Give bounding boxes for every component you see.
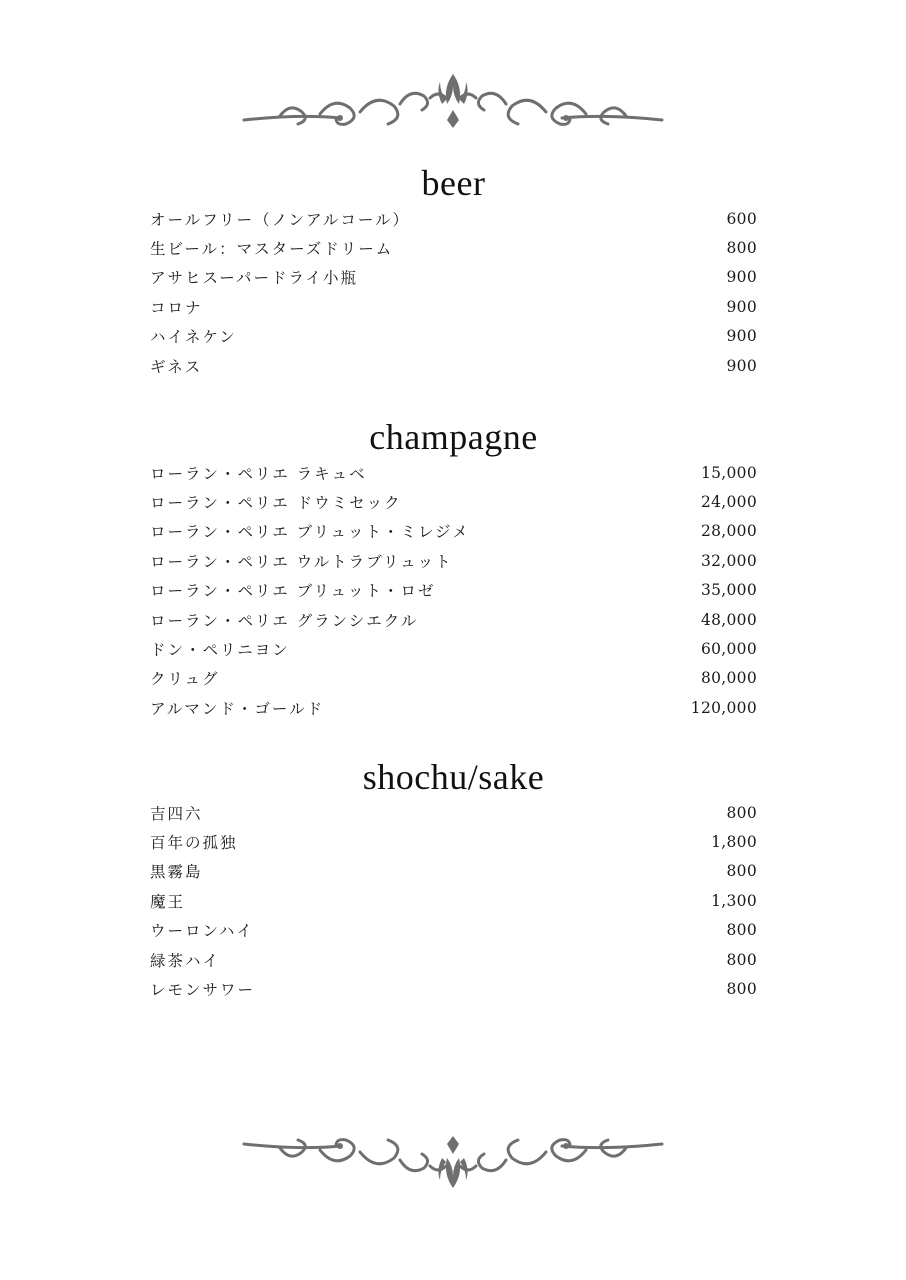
- section-title: beer: [421, 163, 486, 203]
- section-shochu-sake: [150, 756, 757, 1004]
- item-price: 35,000: [700, 581, 757, 600]
- item-price: 900: [726, 268, 757, 287]
- item-price: 600: [726, 209, 757, 228]
- menu-item: [150, 827, 757, 856]
- item-price: 800: [726, 921, 757, 940]
- item-name: ドン・ペリニヨン: [150, 641, 290, 660]
- item-price: 24,000: [700, 493, 757, 512]
- item-price: 800: [726, 803, 757, 822]
- item-price: 900: [726, 356, 757, 375]
- item-price: 15,000: [700, 463, 757, 482]
- flourish-ornament-icon: [240, 1126, 666, 1190]
- ornament-bottom: [240, 1126, 666, 1190]
- menu-item: [150, 664, 757, 693]
- section-title: shochu/sake: [362, 757, 545, 797]
- menu-item: [150, 458, 757, 487]
- item-price: 900: [726, 297, 757, 316]
- item-price: 800: [726, 980, 757, 999]
- menu-item: [150, 576, 757, 605]
- menu-item: [150, 233, 757, 262]
- menu-item: [150, 693, 757, 722]
- item-price: 800: [726, 239, 757, 258]
- item-name: 百年の孤独: [150, 834, 238, 853]
- item-name: アサヒスーパードライ小瓶: [150, 269, 358, 288]
- item-price: 800: [726, 950, 757, 969]
- menu-item: [150, 204, 757, 233]
- menu-item: [150, 974, 757, 1003]
- flourish-ornament-icon: [240, 70, 666, 134]
- item-name: ローラン・ペリエ ドウミセック: [150, 494, 402, 513]
- menu-item: [150, 945, 757, 974]
- item-name: ハイネケン: [150, 328, 237, 347]
- item-name: 生ビール：マスターズドリーム: [150, 240, 394, 259]
- menu-item: [150, 487, 757, 516]
- item-name: ウーロンハイ: [150, 922, 254, 941]
- section-champagne: [150, 416, 757, 723]
- item-name: コロナ: [150, 298, 203, 317]
- menu-item: [150, 546, 757, 575]
- item-name: ローラン・ペリエ グランシエクル: [150, 611, 419, 630]
- menu-item: [150, 605, 757, 634]
- item-price: 800: [726, 862, 757, 881]
- item-name: 魔王: [150, 892, 186, 911]
- menu-item: [150, 634, 757, 663]
- section-title: champagne: [369, 417, 538, 457]
- item-price: 32,000: [700, 551, 757, 570]
- item-price: 1,800: [711, 833, 757, 852]
- item-name: クリュグ: [150, 670, 220, 689]
- item-name: オールフリー（ノンアルコール）: [150, 210, 411, 229]
- item-name: ローラン・ペリエ ウルトラブリュット: [150, 552, 453, 571]
- menu-item: [150, 916, 757, 945]
- menu-item: [150, 798, 757, 827]
- item-name: 緑茶ハイ: [150, 951, 221, 970]
- menu-item: [150, 886, 757, 915]
- menu-item: [150, 322, 757, 351]
- section-beer: [150, 162, 757, 380]
- item-price: 48,000: [700, 610, 757, 629]
- item-price: 60,000: [700, 640, 757, 659]
- menu-item: [150, 292, 757, 321]
- item-name: レモンサワー: [150, 981, 256, 1000]
- ornament-top: [240, 70, 666, 134]
- item-price: 28,000: [700, 522, 757, 541]
- item-name: ローラン・ペリエ ブリュット・ロゼ: [150, 582, 436, 601]
- item-name: ローラン・ペリエ ブリュット・ミレジメ: [150, 523, 470, 542]
- item-price: 900: [726, 327, 757, 346]
- item-name: 黒霧島: [150, 863, 203, 882]
- item-price: 1,300: [711, 891, 757, 910]
- menu-item: [150, 351, 757, 380]
- item-price: 80,000: [700, 669, 757, 688]
- item-name: ギネス: [150, 357, 203, 376]
- item-name: 吉四六: [150, 804, 203, 823]
- menu-item: [150, 857, 757, 886]
- item-name: ローラン・ペリエ ラキュベ: [150, 464, 367, 483]
- item-name: アルマンド・ゴールド: [150, 699, 325, 718]
- item-price: 120,000: [690, 698, 757, 717]
- menu-item: [150, 263, 757, 292]
- menu-item: [150, 517, 757, 546]
